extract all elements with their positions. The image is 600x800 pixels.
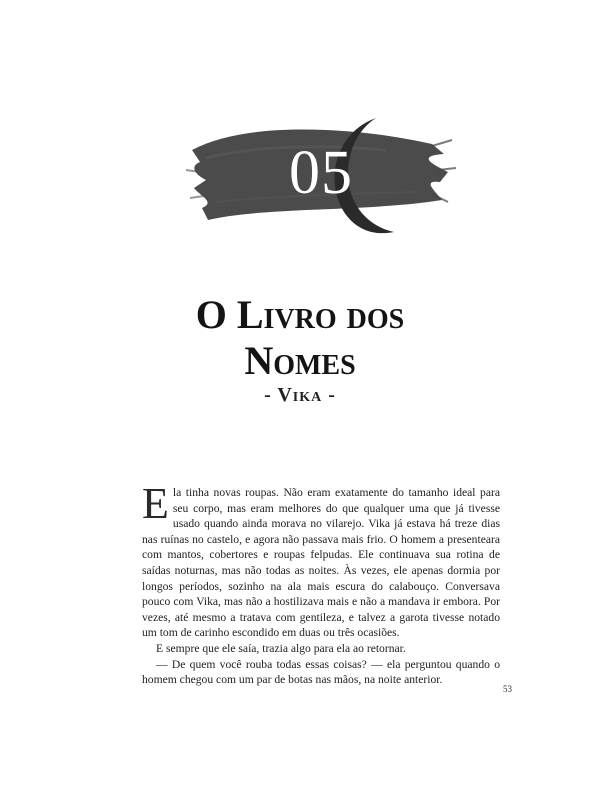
chapter-number: 05	[289, 139, 353, 207]
paragraph-3: — De quem você rouba todas essas coisas? — ela perguntou quando o homem chegou com um par de botas nas mãos, na noite anterior.	[142, 657, 500, 687]
paragraph-1	[142, 479, 500, 641]
page-number: 53	[503, 684, 512, 694]
chapter-title	[0, 292, 600, 384]
chapter-title-line1: O Livro dos	[195, 292, 405, 337]
paragraph-1-text: la tinha novas roupas. Não eram exatamente do tamanho ideal para seu corpo, mas eram melhores do que qualquer uma que já tivesse usado quando ainda morava no vilarejo. Vika já estava há treze dias nas ruínas no castelo, e agora não passava mais frio. O homem a presenteara com mantos, cobertores e roupas felpudas. Ele continuava sua rotina de saídas noturnas, mas não todas as noites. Às vezes, ele apenas dormia por longos períodos, sozinho na ala mais escura do calabouço. Conversava pouco com Vika, mas não a hostilizava mais e não a mandava ir embora. Por vezes, até mesmo a tratava com gentileza, e talvez a garota tivesse notado um tom de carinho escondido em duas ou três ocasiões.	[142, 486, 500, 640]
drop-cap: E	[142, 479, 169, 528]
chapter-emblem	[186, 110, 456, 240]
chapter-title-line2: Nomes	[244, 338, 356, 383]
paragraph-2: E sempre que ele saía, trazia algo para ela ao retornar.	[156, 641, 406, 655]
chapter-body	[142, 479, 500, 688]
chapter-subtitle: - Vika -	[264, 384, 336, 406]
